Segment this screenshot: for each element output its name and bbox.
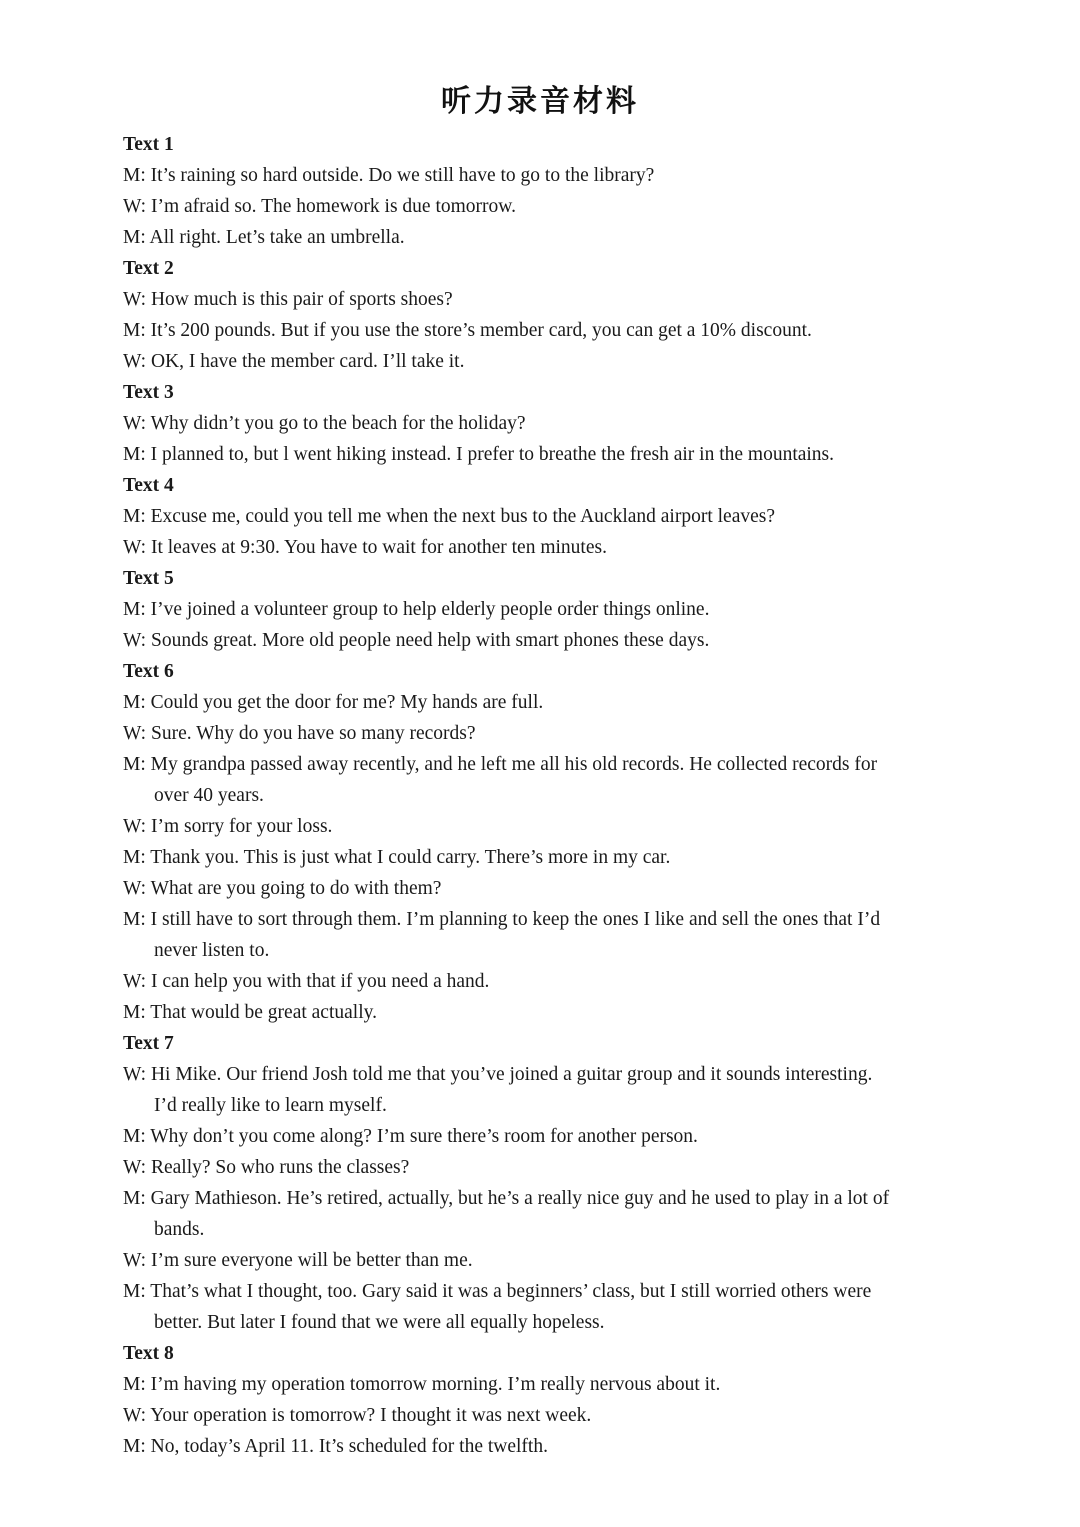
dialogue-line: W: I can help you with that if you need a hand. [123,971,490,992]
transcript-body [123,129,955,1462]
dialogue-line: M: No, today’s April 11. It’s scheduled for the twelfth. [123,1436,548,1457]
dialogue-line: W: Hi Mike. Our friend Josh told me that you’ve joined a guitar group and it sounds interesting. [123,1064,873,1085]
dialogue-line: W: I’m sorry for your loss. [123,816,333,837]
dialogue-line: M: It’s 200 pounds. But if you use the store’s member card, you can get a 10% discount. [123,320,812,341]
dialogue-line: M: Could you get the door for me? My hands are full. [123,692,544,713]
dialogue-line: W: It leaves at 9:30. You have to wait for another ten minutes. [123,537,607,558]
dialogue-line: W: Sure. Why do you have so many records? [123,723,476,744]
section-heading: Text 4 [123,475,174,496]
section-heading: Text 5 [123,568,174,589]
dialogue-line-continuation: bands. [154,1219,205,1240]
dialogue-line: M: It’s raining so hard outside. Do we still have to go to the library? [123,165,655,186]
dialogue-line: W: Your operation is tomorrow? I thought it was next week. [123,1405,592,1426]
section-heading: Text 8 [123,1343,174,1364]
dialogue-line-continuation: I’d really like to learn myself. [154,1095,387,1116]
dialogue-line: M: That’s what I thought, too. Gary said it was a beginners’ class, but I still worried others were [123,1281,872,1302]
section-heading: Text 2 [123,258,174,279]
page-title: 听力录音材料 [441,84,639,119]
dialogue-line: M: I’m having my operation tomorrow morning. I’m really nervous about it. [123,1374,721,1395]
dialogue-line: W: Why didn’t you go to the beach for the holiday? [123,413,526,434]
dialogue-line: M: I’ve joined a volunteer group to help elderly people order things online. [123,599,710,620]
dialogue-line-continuation: better. But later I found that we were all equally hopeless. [154,1312,605,1333]
dialogue-line: M: Why don’t you come along? I’m sure there’s room for another person. [123,1126,698,1147]
dialogue-line: W: How much is this pair of sports shoes? [123,289,453,310]
dialogue-line: M: Gary Mathieson. He’s retired, actually, but he’s a really nice guy and he used to play in a lot of [123,1188,890,1209]
dialogue-line: W: Really? So who runs the classes? [123,1157,410,1178]
dialogue-line: M: I still have to sort through them. I’m planning to keep the ones I like and sell the ones that I’d [123,909,881,930]
dialogue-line: W: I’m sure everyone will be better than me. [123,1250,473,1271]
dialogue-line-continuation: over 40 years. [154,785,264,806]
dialogue-line: M: Thank you. This is just what I could carry. There’s more in my car. [123,847,671,868]
dialogue-line: W: I’m afraid so. The homework is due tomorrow. [123,196,516,217]
dialogue-line: W: What are you going to do with them? [123,878,442,899]
section-heading: Text 1 [123,134,174,155]
dialogue-line: W: Sounds great. More old people need help with smart phones these days. [123,630,710,651]
dialogue-line: W: OK, I have the member card. I’ll take it. [123,351,465,372]
dialogue-line: M: My grandpa passed away recently, and he left me all his old records. He collected records for [123,754,878,775]
section-heading: Text 7 [123,1033,174,1054]
dialogue-line: M: That would be great actually. [123,1002,377,1023]
dialogue-line-continuation: never listen to. [154,940,270,961]
dialogue-line: M: All right. Let’s take an umbrella. [123,227,405,248]
section-heading: Text 6 [123,661,174,682]
section-heading: Text 3 [123,382,174,403]
dialogue-line: M: I planned to, but l went hiking instead. I prefer to breathe the fresh air in the mountains. [123,444,835,465]
dialogue-line: M: Excuse me, could you tell me when the next bus to the Auckland airport leaves? [123,506,775,527]
